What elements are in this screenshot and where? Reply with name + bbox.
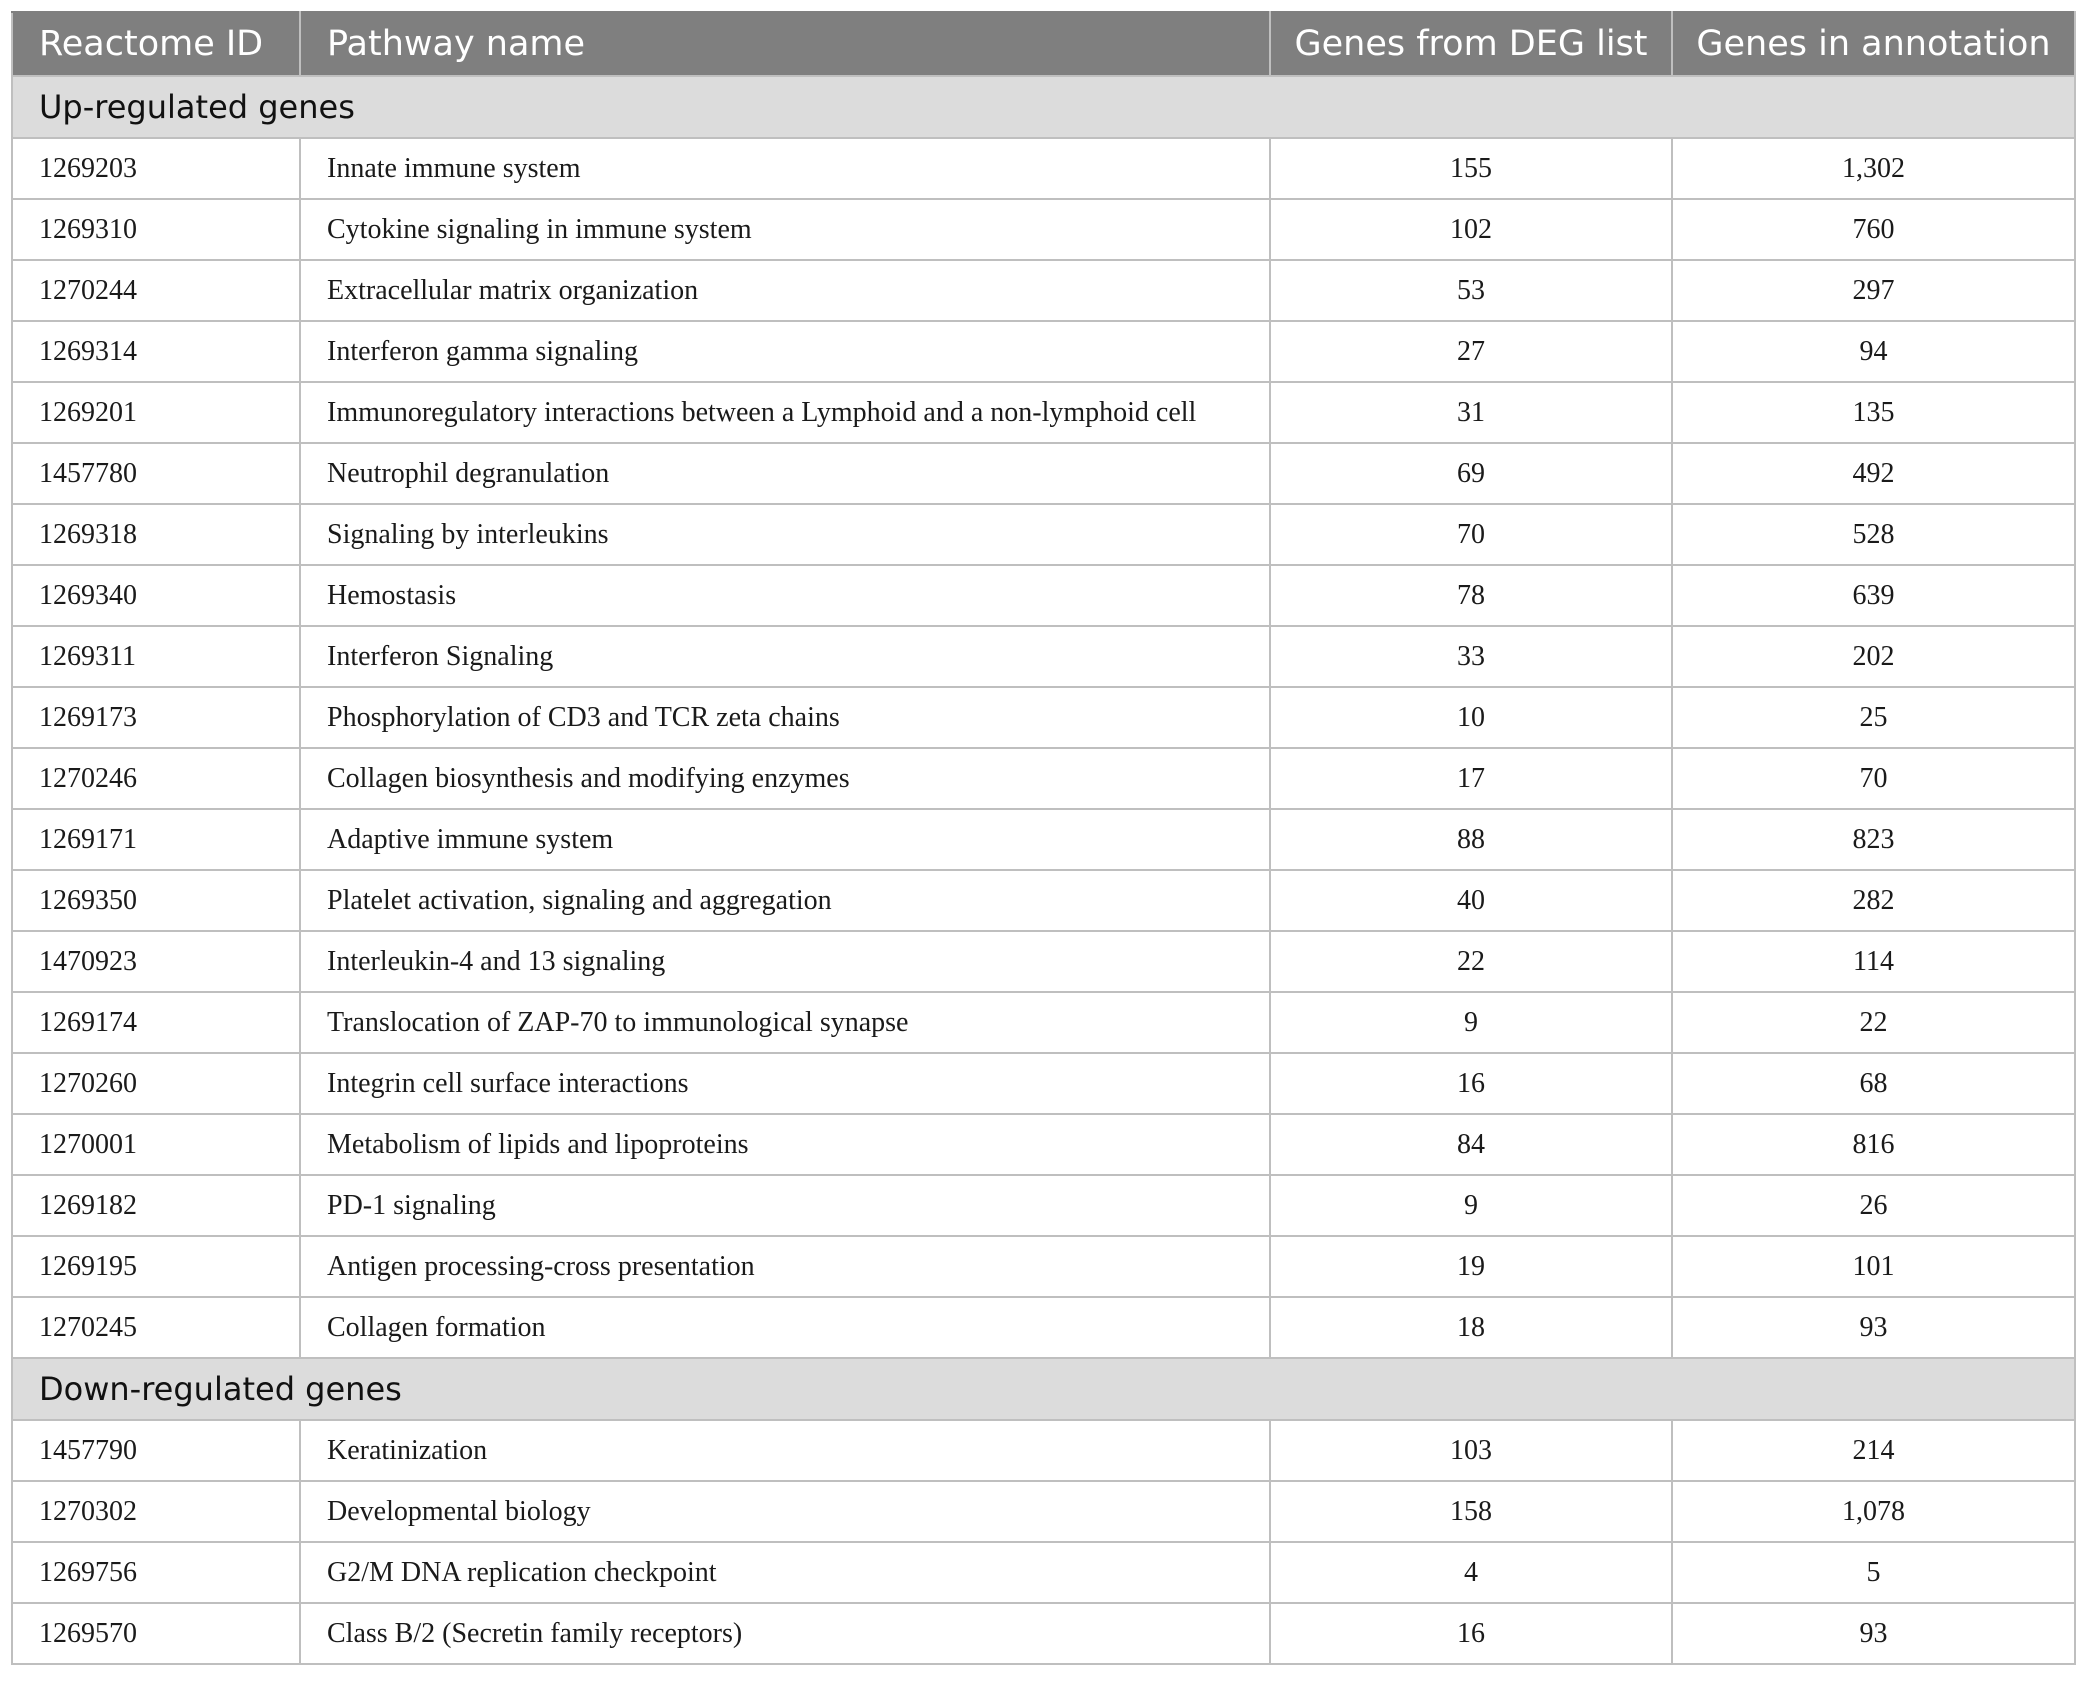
section-row — [12, 1358, 2075, 1420]
reactome-id-cell: 1457790 — [12, 1420, 300, 1481]
table-row — [12, 992, 2075, 1053]
genes-from-deg-cell: 22 — [1270, 931, 1672, 992]
genes-from-deg-cell: 17 — [1270, 748, 1672, 809]
table-row — [12, 565, 2075, 626]
reactome-id-cell: 1269201 — [12, 382, 300, 443]
genes-from-deg-cell: 18 — [1270, 1297, 1672, 1358]
pathway-name-cell: Integrin cell surface interactions — [300, 1053, 1270, 1114]
pathway-name-cell: G2/M DNA replication checkpoint — [300, 1542, 1270, 1603]
table-row — [12, 1603, 2075, 1664]
header-genes-from-deg-list: Genes from DEG list — [1270, 12, 1672, 76]
reactome-id-cell: 1269310 — [12, 199, 300, 260]
pathway-name-cell: Innate immune system — [300, 138, 1270, 199]
pathway-name-cell: Interferon Signaling — [300, 626, 1270, 687]
genes-from-deg-cell: 69 — [1270, 443, 1672, 504]
header-genes-in-annotation: Genes in annotation — [1672, 12, 2075, 76]
genes-from-deg-cell: 53 — [1270, 260, 1672, 321]
genes-in-annotation-cell: 114 — [1672, 931, 2075, 992]
section-title: Up-regulated genes — [12, 76, 2075, 138]
genes-in-annotation-cell: 93 — [1672, 1297, 2075, 1358]
table-row — [12, 748, 2075, 809]
section-title: Down-regulated genes — [12, 1358, 2075, 1420]
reactome-id-cell: 1269173 — [12, 687, 300, 748]
section-row — [12, 76, 2075, 138]
table-row — [12, 1236, 2075, 1297]
pathway-name-cell: Adaptive immune system — [300, 809, 1270, 870]
reactome-id-cell: 1269318 — [12, 504, 300, 565]
genes-in-annotation-cell: 1,078 — [1672, 1481, 2075, 1542]
pathway-name-cell: PD-1 signaling — [300, 1175, 1270, 1236]
table-row — [12, 382, 2075, 443]
pathway-name-cell: Hemostasis — [300, 565, 1270, 626]
table-header — [12, 12, 2075, 76]
genes-in-annotation-cell: 5 — [1672, 1542, 2075, 1603]
genes-in-annotation-cell: 282 — [1672, 870, 2075, 931]
table-row — [12, 1420, 2075, 1481]
reactome-id-cell: 1269203 — [12, 138, 300, 199]
table-row — [12, 1114, 2075, 1175]
reactome-id-cell: 1269340 — [12, 565, 300, 626]
table-row — [12, 626, 2075, 687]
genes-from-deg-cell: 40 — [1270, 870, 1672, 931]
genes-in-annotation-cell: 135 — [1672, 382, 2075, 443]
genes-from-deg-cell: 16 — [1270, 1603, 1672, 1664]
reactome-id-cell: 1269570 — [12, 1603, 300, 1664]
reactome-id-cell: 1270260 — [12, 1053, 300, 1114]
genes-in-annotation-cell: 816 — [1672, 1114, 2075, 1175]
genes-from-deg-cell: 31 — [1270, 382, 1672, 443]
genes-from-deg-cell: 158 — [1270, 1481, 1672, 1542]
reactome-id-cell: 1269174 — [12, 992, 300, 1053]
table-row — [12, 199, 2075, 260]
pathway-name-cell: Antigen processing-cross presentation — [300, 1236, 1270, 1297]
pathway-name-cell: Metabolism of lipids and lipoproteins — [300, 1114, 1270, 1175]
genes-in-annotation-cell: 823 — [1672, 809, 2075, 870]
genes-from-deg-cell: 33 — [1270, 626, 1672, 687]
genes-in-annotation-cell: 639 — [1672, 565, 2075, 626]
table-row — [12, 870, 2075, 931]
genes-from-deg-cell: 155 — [1270, 138, 1672, 199]
genes-from-deg-cell: 19 — [1270, 1236, 1672, 1297]
reactome-id-cell: 1470923 — [12, 931, 300, 992]
reactome-id-cell: 1269195 — [12, 1236, 300, 1297]
table-row — [12, 1542, 2075, 1603]
genes-in-annotation-cell: 202 — [1672, 626, 2075, 687]
pathway-name-cell: Collagen formation — [300, 1297, 1270, 1358]
table-row — [12, 260, 2075, 321]
pathway-table — [11, 11, 2076, 1665]
pathway-name-cell: Immunoregulatory interactions between a Lymphoid and a non-lymphoid cell — [300, 382, 1270, 443]
genes-from-deg-cell: 4 — [1270, 1542, 1672, 1603]
genes-from-deg-cell: 70 — [1270, 504, 1672, 565]
genes-in-annotation-cell: 26 — [1672, 1175, 2075, 1236]
genes-from-deg-cell: 88 — [1270, 809, 1672, 870]
reactome-id-cell: 1269311 — [12, 626, 300, 687]
pathway-name-cell: Cytokine signaling in immune system — [300, 199, 1270, 260]
table-row — [12, 931, 2075, 992]
table-row — [12, 504, 2075, 565]
reactome-id-cell: 1269171 — [12, 809, 300, 870]
reactome-id-cell: 1269350 — [12, 870, 300, 931]
reactome-id-cell: 1269182 — [12, 1175, 300, 1236]
pathway-name-cell: Interleukin-4 and 13 signaling — [300, 931, 1270, 992]
genes-in-annotation-cell: 297 — [1672, 260, 2075, 321]
genes-from-deg-cell: 102 — [1270, 199, 1672, 260]
reactome-id-cell: 1270302 — [12, 1481, 300, 1542]
genes-in-annotation-cell: 1,302 — [1672, 138, 2075, 199]
pathway-name-cell: Collagen biosynthesis and modifying enzymes — [300, 748, 1270, 809]
table-row — [12, 443, 2075, 504]
pathway-table-container — [11, 11, 2074, 1665]
reactome-id-cell: 1270001 — [12, 1114, 300, 1175]
genes-in-annotation-cell: 25 — [1672, 687, 2075, 748]
reactome-id-cell: 1270245 — [12, 1297, 300, 1358]
reactome-id-cell: 1270244 — [12, 260, 300, 321]
reactome-id-cell: 1269756 — [12, 1542, 300, 1603]
genes-in-annotation-cell: 528 — [1672, 504, 2075, 565]
genes-in-annotation-cell: 760 — [1672, 199, 2075, 260]
genes-from-deg-cell: 9 — [1270, 1175, 1672, 1236]
table-row — [12, 1053, 2075, 1114]
genes-in-annotation-cell: 101 — [1672, 1236, 2075, 1297]
pathway-name-cell: Neutrophil degranulation — [300, 443, 1270, 504]
table-row — [12, 687, 2075, 748]
reactome-id-cell: 1270246 — [12, 748, 300, 809]
genes-from-deg-cell: 78 — [1270, 565, 1672, 626]
genes-in-annotation-cell: 70 — [1672, 748, 2075, 809]
genes-from-deg-cell: 27 — [1270, 321, 1672, 382]
table-row — [12, 1481, 2075, 1542]
reactome-id-cell: 1269314 — [12, 321, 300, 382]
pathway-name-cell: Class B/2 (Secretin family receptors) — [300, 1603, 1270, 1664]
genes-from-deg-cell: 103 — [1270, 1420, 1672, 1481]
table-row — [12, 138, 2075, 199]
header-pathway-name: Pathway name — [300, 12, 1270, 76]
genes-from-deg-cell: 16 — [1270, 1053, 1672, 1114]
table-row — [12, 1297, 2075, 1358]
table-row — [12, 321, 2075, 382]
pathway-name-cell: Extracellular matrix organization — [300, 260, 1270, 321]
genes-in-annotation-cell: 68 — [1672, 1053, 2075, 1114]
header-row — [12, 12, 2075, 76]
table-row — [12, 809, 2075, 870]
genes-from-deg-cell: 84 — [1270, 1114, 1672, 1175]
pathway-name-cell: Signaling by interleukins — [300, 504, 1270, 565]
pathway-name-cell: Translocation of ZAP-70 to immunological synapse — [300, 992, 1270, 1053]
genes-in-annotation-cell: 94 — [1672, 321, 2075, 382]
reactome-id-cell: 1457780 — [12, 443, 300, 504]
pathway-name-cell: Interferon gamma signaling — [300, 321, 1270, 382]
table-row — [12, 1175, 2075, 1236]
genes-in-annotation-cell: 93 — [1672, 1603, 2075, 1664]
genes-in-annotation-cell: 492 — [1672, 443, 2075, 504]
genes-in-annotation-cell: 214 — [1672, 1420, 2075, 1481]
table-body — [12, 76, 2075, 1664]
genes-in-annotation-cell: 22 — [1672, 992, 2075, 1053]
genes-from-deg-cell: 10 — [1270, 687, 1672, 748]
pathway-name-cell: Developmental biology — [300, 1481, 1270, 1542]
pathway-name-cell: Platelet activation, signaling and aggregation — [300, 870, 1270, 931]
pathway-name-cell: Phosphorylation of CD3 and TCR zeta chains — [300, 687, 1270, 748]
pathway-name-cell: Keratinization — [300, 1420, 1270, 1481]
genes-from-deg-cell: 9 — [1270, 992, 1672, 1053]
header-reactome-id: Reactome ID — [12, 12, 300, 76]
